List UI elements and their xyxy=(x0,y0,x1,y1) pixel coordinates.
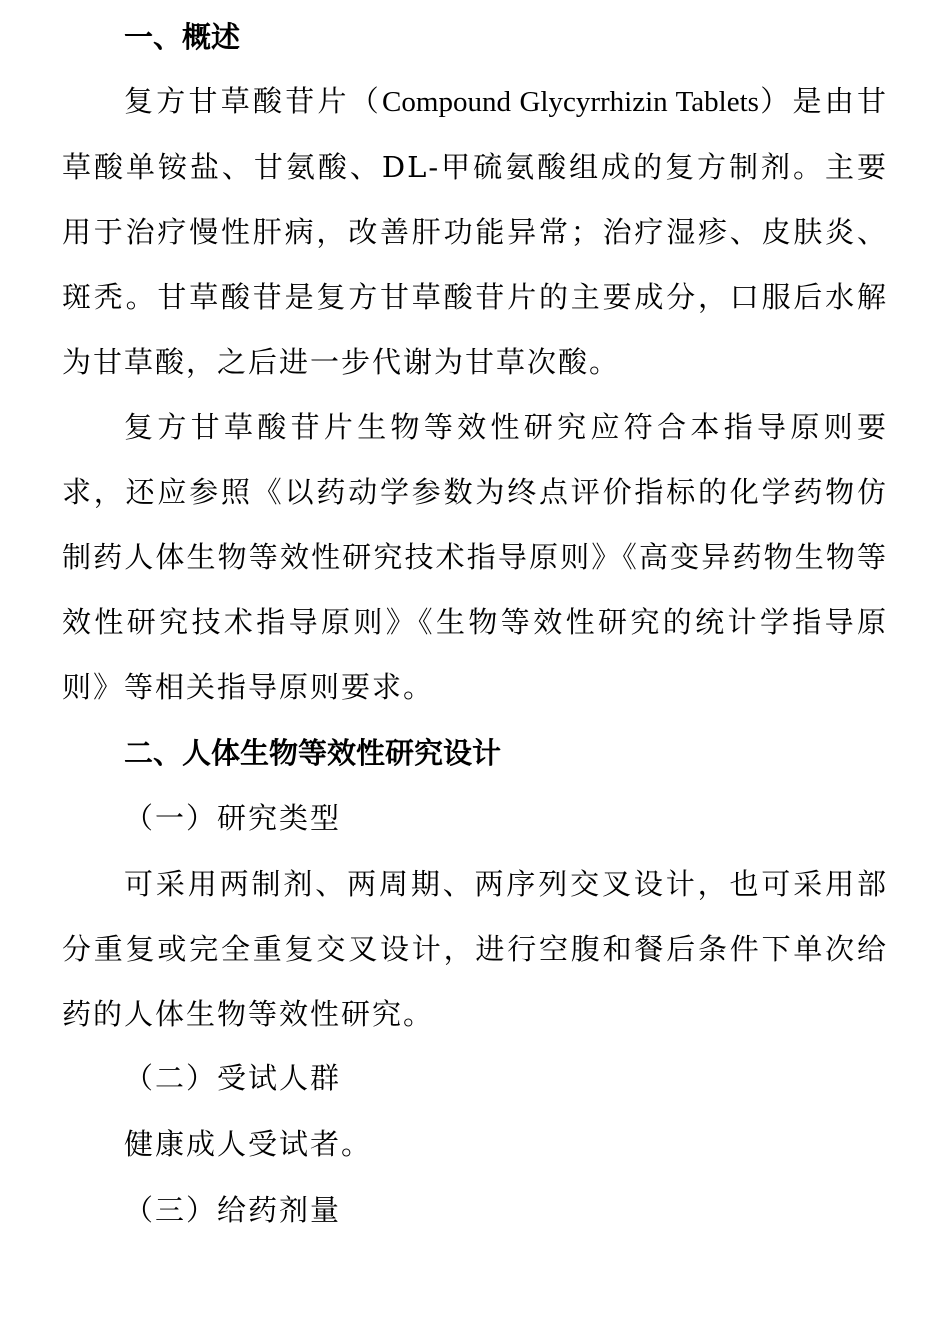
section-1-paragraph-2: 复方甘草酸苷片生物等效性研究应符合本指导原则要求，还应参照《以药动学参数为终点评价指标的化学药物仿制药人体生物等效性研究技术指导原则》《高变异药物生物等效性研究技术指导原则》《生物等效性研究的统计学指导原则》等相关指导原则要求。 xyxy=(62,410,888,704)
paragraph-1-suffix: ）是由甘草酸单铵盐、甘氨酸、DL-甲硫氨酸组成的复方制剂。主要用于治疗慢性肝病，改善肝功能异常；治疗湿疹、皮肤炎、斑秃。甘草酸苷是复方甘草酸苷片的主要成分，口服后水解为甘草酸，之后进一步代谢为甘草次酸。 xyxy=(62,84,888,379)
paragraph-1-latin-name: Compound Glycyrrhizin Tablets xyxy=(382,86,759,118)
paragraph-1-prefix: 复方甘草酸苷片（ xyxy=(124,84,383,118)
section-2-heading: 二、人体生物等效性研究设计 xyxy=(124,736,502,770)
subsection-1-heading: （一）研究类型 xyxy=(124,801,342,835)
subsection-2-heading: （二）受试人群 xyxy=(124,1061,342,1095)
subsection-2-paragraph: 健康成人受试者。 xyxy=(124,1127,373,1161)
subsection-1-paragraph: 可采用两制剂、两周期、两序列交叉设计，也可采用部分重复或完全重复交叉设计，进行空腹和餐后条件下单次给药的人体生物等效性研究。 xyxy=(62,867,888,1031)
section-1-heading: 一、概述 xyxy=(124,20,241,54)
subsection-3-heading: （三）给药剂量 xyxy=(124,1193,342,1227)
section-1-paragraph-1 xyxy=(62,69,888,395)
